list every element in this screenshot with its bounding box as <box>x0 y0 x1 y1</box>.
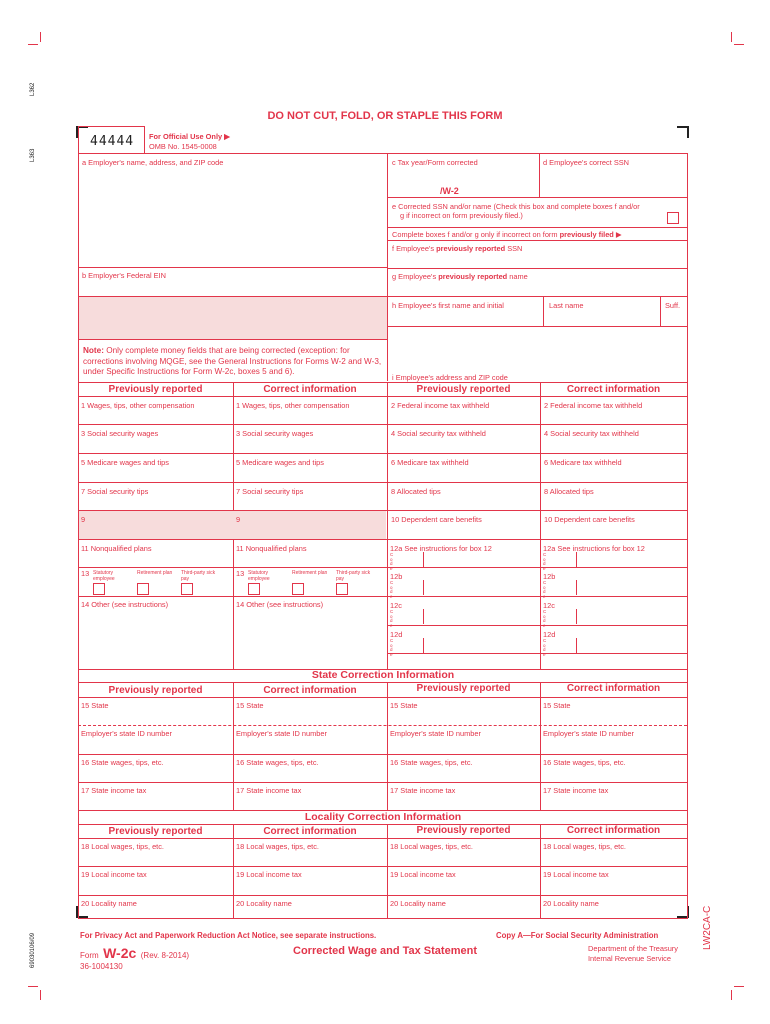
code-label: C o d e <box>390 552 394 571</box>
form-label <box>80 945 189 963</box>
box-label: 8 Allocated tips <box>391 487 441 496</box>
box-label: 4 Social security tax withheld <box>391 429 486 438</box>
box-13-option-label: Third-party sick pay <box>181 570 216 582</box>
code-label: C o d e <box>543 580 547 599</box>
box-13-checkbox[interactable] <box>137 583 149 595</box>
crop-mark <box>40 990 41 1000</box>
box-label: 1 Wages, tips, other compensation <box>236 401 350 410</box>
state-box-label: 17 State income tax <box>543 786 609 795</box>
locality-box-label: 20 Locality name <box>236 899 292 908</box>
department-label: Department of the Treasury <box>588 944 678 953</box>
state-box-label: Employer's state ID number <box>390 729 481 738</box>
box-f-text: f Employee's <box>392 244 437 253</box>
col-header: Correct information <box>566 683 661 694</box>
box-13-option-label: Retirement plan <box>292 570 328 576</box>
state-box-label: 16 State wages, tips, etc. <box>390 758 473 767</box>
box-label: 2 Federal income tax withheld <box>544 401 643 410</box>
box-14-label: 14 Other (see instructions) <box>81 600 169 609</box>
form-revision: (Rev. 8-2014) <box>140 951 190 960</box>
corner-bracket <box>677 126 689 138</box>
arrow-icon: ▶ <box>615 230 622 239</box>
top-warning: DO NOT CUT, FOLD, OR STAPLE THIS FORM <box>267 110 503 122</box>
state-box-label: 16 State wages, tips, etc. <box>81 758 164 767</box>
code-label: C o d e <box>390 609 394 628</box>
box-g-text: g Employee's <box>392 272 439 281</box>
shaded-area <box>79 297 387 339</box>
box-b-label: b Employer's Federal EIN <box>82 271 166 280</box>
box-12-label: 12d <box>390 630 403 639</box>
catalog-number: 36-1004130 <box>80 962 123 971</box>
col-header: Previously reported <box>416 683 511 694</box>
form-name: W-2c <box>103 945 137 961</box>
box-i-label: i Employee's address and ZIP code <box>392 373 508 382</box>
locality-box-label: 18 Local wages, tips, etc. <box>390 842 473 851</box>
box-e-label-2: g if incorrect on form previously filed.) <box>400 211 523 220</box>
box-label: 3 Social security wages <box>81 429 159 438</box>
box-label: 5 Medicare wages and tips <box>236 458 324 467</box>
col-header-prev: Previously reported <box>416 384 511 395</box>
box-g-suffix: name <box>507 272 528 281</box>
box-12-label: 12b <box>390 572 403 581</box>
form-word: Form <box>80 951 99 960</box>
crop-mark <box>734 44 744 45</box>
box-13-checkbox[interactable] <box>93 583 105 595</box>
box-label: 11 Nonqualified plans <box>236 544 307 553</box>
col-header: Correct information <box>263 685 357 696</box>
state-section-title: State Correction Information <box>311 669 455 681</box>
box-label: 6 Medicare tax withheld <box>544 458 622 467</box>
state-box-label: 15 State <box>236 701 264 710</box>
form-code: 44444 <box>90 134 135 149</box>
col-header: Correct information <box>566 825 661 836</box>
crop-mark <box>731 990 732 1000</box>
col-header-correct: Correct information <box>566 384 661 395</box>
box-label: 1 Wages, tips, other compensation <box>81 401 195 410</box>
box-13-checkbox[interactable] <box>181 583 193 595</box>
col-header: Previously reported <box>108 826 203 837</box>
box-g-bold: previously reported <box>438 272 508 281</box>
form-title: Corrected Wage and Tax Statement <box>293 945 477 957</box>
box-12-label: 12c <box>543 601 555 610</box>
state-box-label: Employer's state ID number <box>543 729 634 738</box>
box-14-label: 14 Other (see instructions) <box>236 600 324 609</box>
box-13-number: 13 <box>81 569 90 578</box>
box-c-label: c Tax year/Form corrected <box>392 158 478 167</box>
box-f-label <box>392 244 522 253</box>
complete-note <box>392 230 622 239</box>
locality-box-label: 19 Local income tax <box>390 870 456 879</box>
box-label: 2 Federal income tax withheld <box>391 401 490 410</box>
box-12-label: 12b <box>543 572 556 581</box>
crop-mark <box>28 986 38 987</box>
box-label: 8 Allocated tips <box>544 487 594 496</box>
box-13-checkbox[interactable] <box>292 583 304 595</box>
locality-box-label: 18 Local wages, tips, etc. <box>236 842 319 851</box>
state-box-label: 16 State wages, tips, etc. <box>236 758 319 767</box>
privacy-notice: For Privacy Act and Paperwork Reduction Act Notice, see separate instructions. <box>80 931 377 940</box>
box-label: 9 <box>236 515 241 524</box>
state-box-label: 17 State income tax <box>236 786 302 795</box>
complete-note-text: Complete boxes f and/or g only if incorrect on form <box>392 230 560 239</box>
box-label: 5 Medicare wages and tips <box>81 458 169 467</box>
locality-box-label: 20 Locality name <box>543 899 599 908</box>
box-13-option-label: Statutory employee <box>93 570 115 582</box>
box-h-label: h Employee's first name and initial <box>392 301 504 310</box>
box-f-bold: previously reported <box>436 244 506 253</box>
last-name-label: Last name <box>549 301 584 310</box>
locality-box-label: 19 Local income tax <box>81 870 147 879</box>
locality-section-title: Locality Correction Information <box>304 811 462 823</box>
state-box-label: 15 State <box>543 701 571 710</box>
box-label: 11 Nonqualified plans <box>81 544 152 553</box>
box-d-label: d Employee's correct SSN <box>543 158 630 167</box>
agency-label: Internal Revenue Service <box>588 954 671 963</box>
complete-note-bold: previously filed <box>559 230 614 239</box>
box-a-label: a Employer's name, address, and ZIP code <box>82 158 224 167</box>
crop-mark <box>40 32 41 42</box>
suffix-label: Suff. <box>665 301 681 310</box>
corrected-ssn-checkbox[interactable] <box>667 212 679 224</box>
form-id-code: LW2CA-C <box>702 905 713 950</box>
locality-box-label: 20 Locality name <box>390 899 446 908</box>
locality-box-label: 20 Locality name <box>81 899 137 908</box>
col-header-prev: Previously reported <box>108 384 203 395</box>
code-label: C o d e <box>390 638 394 657</box>
form-corrected-value: /W-2 <box>440 186 459 196</box>
omb-number: OMB No. 1545-0008 <box>149 142 217 151</box>
note-label: Note: <box>83 346 104 355</box>
margin-code: 69030106/09 <box>30 932 36 968</box>
box-label: 6 Medicare tax withheld <box>391 458 469 467</box>
col-header: Correct information <box>263 826 357 837</box>
box-label: 7 Social security tips <box>236 487 304 496</box>
box-12-label: 12a See instructions for box 12 <box>390 544 492 553</box>
box-label: 4 Social security tax withheld <box>544 429 639 438</box>
copy-a-label: Copy A—For Social Security Administration <box>496 931 659 940</box>
box-label: 10 Dependent care benefits <box>544 515 635 524</box>
box-12-label: 12c <box>390 601 402 610</box>
box-13-option-label: Third-party sick pay <box>336 570 371 582</box>
margin-code: L363 <box>30 148 36 162</box>
crop-mark <box>28 44 38 45</box>
box-g-label <box>392 272 528 281</box>
box-12-label: 12d <box>543 630 556 639</box>
code-label: C o d e <box>543 552 547 571</box>
locality-box-label: 18 Local wages, tips, etc. <box>81 842 164 851</box>
crop-mark <box>731 32 732 42</box>
box-13-checkbox[interactable] <box>336 583 348 595</box>
code-label: C o d e <box>543 638 547 657</box>
state-box-label: Employer's state ID number <box>236 729 327 738</box>
box-13-number: 13 <box>236 569 245 578</box>
state-box-label: 17 State income tax <box>81 786 147 795</box>
box-12-label: 12a See instructions for box 12 <box>543 544 645 553</box>
box-label: 7 Social security tips <box>81 487 149 496</box>
col-header: Previously reported <box>108 685 203 696</box>
box-13-option-label: Statutory employee <box>248 570 270 582</box>
crop-mark <box>734 986 744 987</box>
margin-code: L362 <box>30 82 36 96</box>
box-label: 9 <box>81 515 86 524</box>
col-header-correct: Correct information <box>263 384 357 395</box>
locality-box-label: 19 Local income tax <box>236 870 302 879</box>
code-label: C o d e <box>543 609 547 628</box>
state-box-label: 15 State <box>81 701 109 710</box>
note-text: Only complete money fields that are being corrected (exception: for corrections involving MQGE, see the General Instructions for Forms W-2 and W-3, under Specific Instructions for Form W-2c, boxes 5 and 6). <box>83 346 382 376</box>
state-box-label: 15 State <box>390 701 418 710</box>
box-13-checkbox[interactable] <box>248 583 260 595</box>
col-header: Previously reported <box>416 825 511 836</box>
code-label: C o d e <box>390 580 394 599</box>
box-9-shade <box>79 511 386 539</box>
box-13-option-label: Retirement plan <box>137 570 173 576</box>
state-box-label: 16 State wages, tips, etc. <box>543 758 626 767</box>
state-box-label: Employer's state ID number <box>81 729 172 738</box>
box-f-suffix: SSN <box>505 244 523 253</box>
state-box-label: 17 State income tax <box>390 786 456 795</box>
locality-box-label: 18 Local wages, tips, etc. <box>543 842 626 851</box>
box-label: 10 Dependent care benefits <box>391 515 482 524</box>
note <box>83 346 383 378</box>
box-e-label: e Corrected SSN and/or name (Check this box and complete boxes f and/or <box>392 202 640 211</box>
official-use-label: For Official Use Only ▶ <box>149 132 230 141</box>
locality-box-label: 19 Local income tax <box>543 870 609 879</box>
box-label: 3 Social security wages <box>236 429 314 438</box>
